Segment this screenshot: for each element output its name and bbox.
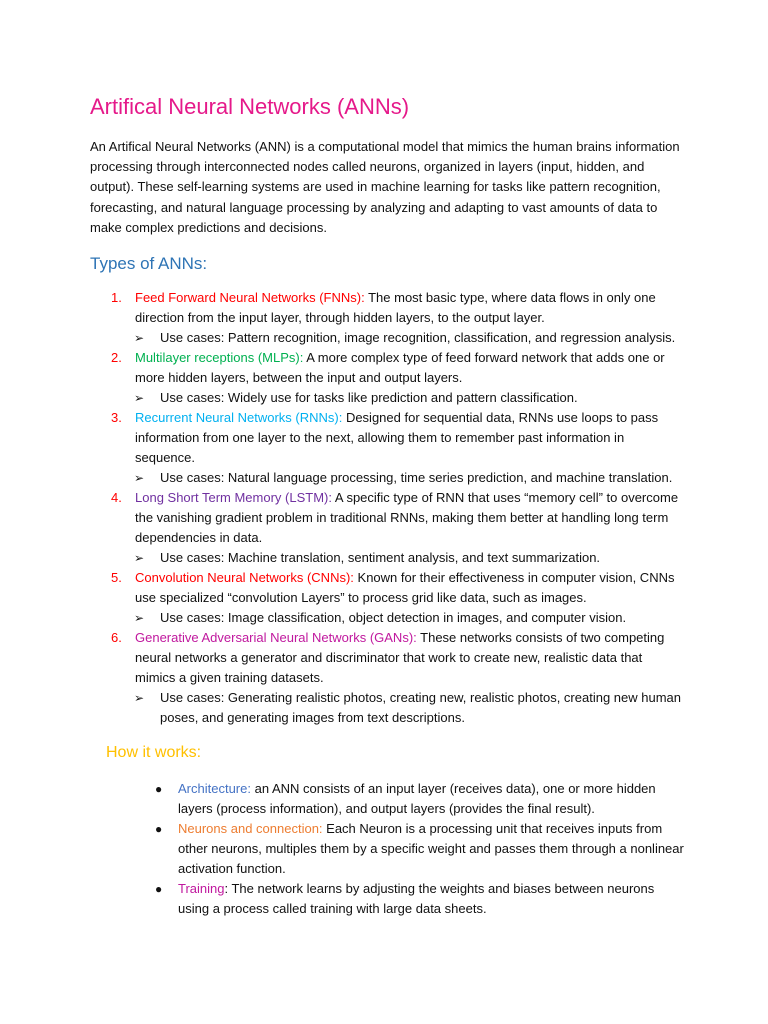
- type-item: [111, 568, 681, 608]
- use-case-text: Use cases: Pattern recognition, image recognition, classification, and regression analysis.: [160, 330, 676, 345]
- type-body: [135, 288, 681, 328]
- how-heading: How it works:: [106, 744, 202, 761]
- type-description: A specific type of RNN that uses “memory cell” to overcome the vanishing gradient problem in traditional RNNs, making them better at handling long term dependencies in data.: [135, 490, 679, 545]
- how-term: Neurons and connection:: [178, 821, 323, 836]
- arrowhead-bullet-icon: ➢: [134, 331, 145, 345]
- arrowhead-bullet-icon: ➢: [134, 551, 145, 565]
- how-item: [155, 819, 685, 879]
- type-text: [135, 348, 681, 388]
- type-description: A more complex type of feed forward network that adds one or more hidden layers, between the input and output layers.: [135, 350, 665, 385]
- type-item: [111, 288, 681, 328]
- type-description: These networks consists of two competing neural networks a generator and discriminator that work to create new, realistic data that mimics a given training datasets.: [135, 630, 665, 685]
- list-number: 2.: [111, 350, 122, 365]
- use-case-text: Use cases: Generating realistic photos, creating new, realistic photos, creating new human poses, and generating images from text descriptions.: [160, 690, 681, 725]
- use-case-line: [134, 548, 681, 568]
- round-bullet-icon: ●: [155, 882, 163, 896]
- type-description: Known for their effectiveness in computer vision, CNNs use specialized “convolution Layers” to process grid like data, such as images.: [135, 570, 675, 605]
- use-case-text: Use cases: Natural language processing, time series prediction, and machine translation.: [160, 470, 673, 485]
- type-name: Convolution Neural Networks (CNNs):: [135, 570, 354, 585]
- use-case-text: Use cases: Machine translation, sentiment analysis, and text summarization.: [160, 550, 601, 565]
- arrowhead-bullet-icon: ➢: [134, 471, 145, 485]
- types-list: [111, 288, 681, 728]
- type-text: [135, 408, 681, 468]
- type-body: [135, 408, 681, 468]
- how-term: Architecture:: [178, 781, 251, 796]
- page-title: Artifical Neural Networks (ANNs): [90, 94, 410, 119]
- type-body: [135, 628, 681, 688]
- type-item: [111, 408, 681, 468]
- type-body: [135, 348, 681, 388]
- type-name: Feed Forward Neural Networks (FNNs):: [135, 290, 365, 305]
- use-case-line: [134, 468, 681, 488]
- list-number: 1.: [111, 290, 122, 305]
- type-name: Recurrent Neural Networks (RNNs):: [135, 410, 343, 425]
- type-text: [135, 628, 681, 688]
- use-case-text: Use cases: Image classification, object detection in images, and computer vision.: [160, 610, 627, 625]
- type-item: [111, 348, 681, 388]
- use-case-line: [134, 688, 681, 728]
- how-item: [155, 779, 685, 819]
- how-text: [178, 879, 685, 919]
- how-term: Training: [178, 881, 225, 896]
- list-number: 5.: [111, 570, 122, 585]
- use-case-line: [134, 388, 681, 408]
- how-item: [155, 879, 685, 919]
- arrowhead-bullet-icon: ➢: [134, 691, 145, 705]
- arrowhead-bullet-icon: ➢: [134, 391, 145, 405]
- how-description: Each Neuron is a processing unit that receives inputs from other neurons, multiples them by a specific weight and passes them through a nonlinear activation function.: [178, 821, 684, 876]
- how-description: : The network learns by adjusting the weights and biases between neurons using a process called training with large data sheets.: [178, 881, 655, 916]
- how-text: [178, 779, 685, 819]
- type-item: [111, 488, 681, 548]
- intro-paragraph: An Artifical Neural Networks (ANN) is a computational model that mimics the human brains information processing through interconnected nodes called neurons, organized in layers (input, hidden, and output). These self-learning systems are used in machine learning for tasks like pattern recognition, forecasting, and natural language processing by analyzing and adapting to vast amounts of data to make complex predictions and decisions.: [90, 139, 680, 235]
- type-description: Designed for sequential data, RNNs use loops to pass information from one layer to the next, allowing them to remember past information in sequence.: [135, 410, 659, 465]
- use-case-line: [134, 608, 681, 628]
- how-text: [178, 819, 685, 879]
- list-number: 4.: [111, 490, 122, 505]
- use-case-line: [134, 328, 681, 348]
- type-name: Generative Adversarial Neural Networks (GANs):: [135, 630, 417, 645]
- type-name: Multilayer receptions (MLPs):: [135, 350, 304, 365]
- round-bullet-icon: ●: [155, 822, 163, 836]
- use-case-text: Use cases: Widely use for tasks like prediction and pattern classification.: [160, 390, 578, 405]
- type-item: [111, 628, 681, 688]
- list-number: 3.: [111, 410, 122, 425]
- type-text: [135, 288, 681, 328]
- type-name: Long Short Term Memory (LSTM):: [135, 490, 332, 505]
- type-text: [135, 488, 681, 548]
- how-description: an ANN consists of an input layer (receives data), one or more hidden layers (process information), and output layers (provides the final result).: [178, 781, 656, 816]
- arrowhead-bullet-icon: ➢: [134, 611, 145, 625]
- type-body: [135, 568, 681, 608]
- types-heading: Types of ANNs:: [90, 254, 208, 273]
- how-list: [155, 779, 685, 919]
- type-text: [135, 568, 681, 608]
- round-bullet-icon: ●: [155, 782, 163, 796]
- list-number: 6.: [111, 630, 122, 645]
- type-body: [135, 488, 681, 548]
- type-description: The most basic type, where data flows in only one direction from the input layer, through hidden layers, to the output layer.: [135, 290, 656, 325]
